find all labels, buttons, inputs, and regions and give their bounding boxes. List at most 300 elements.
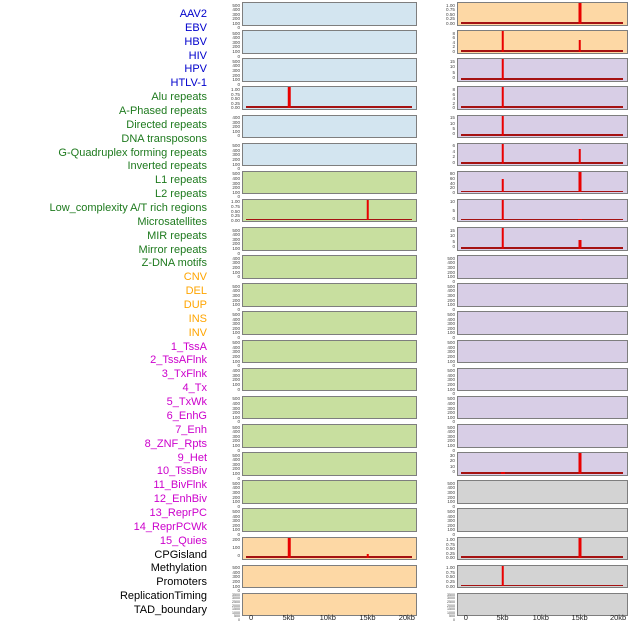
track-panel xyxy=(457,396,628,420)
y-tick-label: 100 xyxy=(447,274,455,280)
y-tick-label: 15 xyxy=(449,115,455,121)
y-tick-label: 3500 xyxy=(447,592,455,597)
signal-baseline xyxy=(246,219,411,221)
y-tick-label: 15 xyxy=(449,58,455,64)
signal-spike xyxy=(578,2,581,24)
y-axis-ticks xyxy=(224,30,242,59)
y-tick-label: 0.75 xyxy=(446,569,455,575)
y-tick-label: 500 xyxy=(447,396,455,402)
track-row xyxy=(439,565,628,589)
signal-baseline xyxy=(461,50,622,52)
y-tick-label: 300 xyxy=(232,433,240,439)
track-label-41: Methylation xyxy=(150,562,207,575)
track-panel xyxy=(457,424,628,448)
y-tick-label: 0 xyxy=(452,159,455,165)
track-panel xyxy=(457,30,628,54)
signal-spike xyxy=(502,565,505,587)
track-label-27: 3_TxFlnk xyxy=(161,368,207,381)
y-tick-label: 100 xyxy=(232,245,240,251)
y-tick-label: 30 xyxy=(449,452,455,458)
y-tick-label: 300 xyxy=(232,39,240,45)
signal-spike xyxy=(502,179,505,193)
y-tick-label: 5 xyxy=(452,207,455,213)
y-tick-label: 2500 xyxy=(232,600,240,605)
y-tick-label: 0 xyxy=(452,469,455,475)
track-row xyxy=(439,30,628,54)
y-tick-label: 500 xyxy=(232,452,240,458)
y-tick-label: 6 xyxy=(452,35,455,41)
signal-baseline xyxy=(461,247,622,249)
y-tick-label: 300 xyxy=(232,461,240,467)
y-tick-label: 0.25 xyxy=(231,100,240,106)
y-tick-label: 1.00 xyxy=(446,537,455,543)
y-tick-label: 200 xyxy=(447,494,455,500)
x-axis-label: 5kb xyxy=(496,612,509,622)
y-axis-ticks xyxy=(439,396,457,425)
track-row xyxy=(439,340,628,369)
y-axis-ticks xyxy=(439,368,457,397)
track-row xyxy=(224,30,417,59)
track-label-10: DNA transposons xyxy=(121,132,207,145)
track-label-20: CNV xyxy=(183,271,207,284)
y-tick-label: 200 xyxy=(447,297,455,303)
y-tick-label: 400 xyxy=(232,288,240,294)
y-tick-label: 0 xyxy=(452,306,455,312)
x-axis xyxy=(242,613,417,625)
track-row xyxy=(224,537,417,561)
track-label-6: HTLV-1 xyxy=(170,77,207,90)
track-row xyxy=(224,565,417,594)
y-tick-label: 100 xyxy=(447,414,455,420)
track-labels xyxy=(0,8,207,618)
y-tick-label: 0 xyxy=(237,531,240,537)
track-panel xyxy=(457,199,628,223)
track-label-18: Mirror repeats xyxy=(138,243,207,256)
y-tick-label: 500 xyxy=(232,396,240,402)
y-tick-label: 500 xyxy=(447,480,455,486)
y-tick-label: 500 xyxy=(447,311,455,317)
track-panel xyxy=(242,227,417,251)
y-tick-label: 1.00 xyxy=(231,86,240,92)
track-panel xyxy=(242,30,417,54)
y-axis-ticks xyxy=(439,340,457,369)
y-tick-label: 0.00 xyxy=(446,555,455,561)
y-tick-label: 300 xyxy=(232,180,240,186)
y-tick-label: 500 xyxy=(232,311,240,317)
y-tick-label: 100 xyxy=(232,442,240,448)
track-row xyxy=(439,255,628,284)
signal-baseline xyxy=(246,556,411,558)
track-label-7: Alu repeats xyxy=(151,91,207,104)
y-tick-label: 2500 xyxy=(447,600,455,605)
y-tick-label: 15 xyxy=(449,227,455,233)
track-label-29: 5_TxWk xyxy=(166,396,207,409)
y-axis-ticks xyxy=(439,537,457,561)
y-tick-label: 100 xyxy=(232,189,240,195)
signal-baseline xyxy=(461,134,622,136)
y-tick-label: 1000 xyxy=(232,610,240,615)
y-tick-label: 0.75 xyxy=(231,91,240,97)
y-tick-label: 500 xyxy=(232,2,240,8)
y-tick-label: 400 xyxy=(232,7,240,13)
y-tick-label: 500 xyxy=(447,255,455,261)
track-panel xyxy=(242,508,417,532)
y-tick-label: 200 xyxy=(232,156,240,162)
y-tick-label: 200 xyxy=(447,438,455,444)
track-row xyxy=(224,368,417,392)
y-tick-label: 200 xyxy=(232,241,240,247)
track-panel xyxy=(242,340,417,364)
y-tick-label: 0.50 xyxy=(446,574,455,580)
y-tick-label: 1.00 xyxy=(231,199,240,205)
y-tick-label: 400 xyxy=(232,35,240,41)
track-panel xyxy=(242,537,417,561)
y-tick-label: 100 xyxy=(447,358,455,364)
y-tick-label: 0 xyxy=(237,503,240,509)
track-label-19: Z-DNA motifs xyxy=(141,257,207,270)
y-tick-label: 500 xyxy=(232,565,240,571)
y-axis-ticks xyxy=(224,143,242,172)
track-row xyxy=(224,396,417,425)
y-tick-label: 0 xyxy=(238,618,240,622)
track-label-3: HBV xyxy=(184,35,207,48)
y-tick-label: 0 xyxy=(452,131,455,137)
y-tick-label: 300 xyxy=(447,264,455,270)
y-tick-label: 500 xyxy=(447,283,455,289)
track-row xyxy=(439,480,628,509)
y-tick-label: 200 xyxy=(232,377,240,383)
signal-spike xyxy=(502,115,505,137)
y-tick-label: 0.50 xyxy=(231,208,240,214)
track-panel xyxy=(457,115,628,139)
track-row xyxy=(224,255,417,279)
signal-spike xyxy=(502,199,505,221)
y-axis-ticks xyxy=(439,58,457,82)
y-axis-ticks xyxy=(439,199,457,223)
y-tick-label: 0 xyxy=(452,49,455,54)
y-tick-label: 100 xyxy=(232,583,240,589)
y-axis-ticks xyxy=(224,199,242,223)
y-tick-label: 200 xyxy=(447,269,455,275)
y-tick-label: 0 xyxy=(237,53,240,59)
signal-spike xyxy=(578,240,581,249)
track-row xyxy=(439,227,628,251)
track-panel xyxy=(242,2,417,26)
track-label-34: 10_TssBiv xyxy=(156,465,207,478)
signal-spike xyxy=(366,199,369,221)
x-axis-label: 15kb xyxy=(359,612,376,622)
track-row xyxy=(439,171,628,195)
y-axis-ticks xyxy=(439,565,457,589)
track-label-17: MIR repeats xyxy=(147,229,207,242)
y-tick-label: 3500 xyxy=(232,592,240,597)
track-row xyxy=(439,311,628,340)
y-axis-ticks xyxy=(439,227,457,251)
y-tick-label: 200 xyxy=(232,124,240,130)
y-axis-ticks xyxy=(439,171,457,195)
y-tick-label: 0 xyxy=(452,75,455,81)
track-row xyxy=(224,283,417,312)
y-tick-label: 400 xyxy=(447,400,455,406)
y-tick-label: 500 xyxy=(447,424,455,430)
y-tick-label: 8 xyxy=(452,30,455,36)
y-tick-label: 0 xyxy=(453,618,455,622)
track-panel xyxy=(242,424,417,448)
track-panel xyxy=(457,143,628,167)
signal-spike xyxy=(288,86,291,108)
track-row xyxy=(224,2,417,31)
y-tick-label: 0 xyxy=(452,447,455,453)
y-tick-label: 0 xyxy=(237,194,240,200)
y-tick-label: 10 xyxy=(449,199,455,205)
y-tick-label: 40 xyxy=(449,180,455,186)
y-tick-label: 300 xyxy=(232,67,240,73)
track-panel xyxy=(242,115,417,139)
y-tick-label: 0 xyxy=(452,419,455,425)
y-tick-label: 300 xyxy=(232,119,240,125)
y-tick-label: 300 xyxy=(232,489,240,495)
signal-baseline xyxy=(461,191,622,193)
y-tick-label: 100 xyxy=(232,499,240,505)
y-tick-label: 200 xyxy=(232,16,240,22)
y-tick-label: 500 xyxy=(232,424,240,430)
y-axis-ticks xyxy=(224,115,242,139)
track-panel xyxy=(457,537,628,561)
track-label-36: 12_EnhBiv xyxy=(153,493,207,506)
y-axis-ticks xyxy=(439,86,457,110)
y-tick-label: 0 xyxy=(452,278,455,284)
y-tick-label: 0.75 xyxy=(231,204,240,210)
signal-spike xyxy=(502,58,505,80)
y-tick-label: 0.00 xyxy=(446,20,455,26)
y-tick-label: 3000 xyxy=(447,596,455,601)
y-tick-label: 300 xyxy=(232,152,240,158)
y-tick-label: 0 xyxy=(237,274,240,280)
track-panel xyxy=(242,452,417,476)
y-tick-label: 0 xyxy=(237,419,240,425)
y-tick-label: 400 xyxy=(447,429,455,435)
track-label-15: Low_complexity A/T rich regions xyxy=(49,202,207,215)
y-axis-ticks xyxy=(224,368,242,392)
y-tick-label: 8 xyxy=(452,86,455,92)
y-axis-ticks xyxy=(224,537,242,561)
signal-spike xyxy=(502,227,505,249)
track-label-13: L1 repeats xyxy=(155,174,207,187)
y-tick-label: 300 xyxy=(232,349,240,355)
y-tick-label: 1500 xyxy=(232,607,240,612)
track-panel xyxy=(242,86,417,110)
y-axis-ticks xyxy=(439,115,457,139)
y-tick-label: 500 xyxy=(449,614,455,619)
y-axis-ticks xyxy=(224,508,242,537)
track-label-14: L2 repeats xyxy=(155,188,207,201)
y-tick-label: 100 xyxy=(232,77,240,83)
y-tick-label: 100 xyxy=(447,330,455,336)
track-row xyxy=(224,508,417,537)
y-tick-label: 400 xyxy=(447,288,455,294)
y-tick-label: 200 xyxy=(232,537,240,543)
track-panel xyxy=(242,171,417,195)
track-row xyxy=(224,480,417,509)
track-label-24: INV xyxy=(188,326,207,339)
track-row xyxy=(224,227,417,256)
y-tick-label: 400 xyxy=(447,344,455,350)
signal-spike xyxy=(502,86,505,108)
y-tick-label: 500 xyxy=(232,480,240,486)
track-label-35: 11_BivFlnk xyxy=(153,479,207,492)
track-row xyxy=(439,2,628,26)
y-tick-label: 20 xyxy=(449,458,455,464)
y-tick-label: 400 xyxy=(232,400,240,406)
y-tick-label: 0.50 xyxy=(446,11,455,17)
y-tick-label: 200 xyxy=(447,353,455,359)
y-tick-label: 0.00 xyxy=(446,583,455,589)
track-row xyxy=(224,58,417,87)
track-panel xyxy=(457,283,628,307)
y-axis-ticks xyxy=(439,283,457,312)
y-tick-label: 100 xyxy=(447,499,455,505)
signal-baseline xyxy=(461,556,622,558)
track-panel xyxy=(457,311,628,335)
y-tick-label: 300 xyxy=(447,433,455,439)
y-tick-label: 0.00 xyxy=(231,217,240,223)
y-tick-label: 100 xyxy=(232,414,240,420)
x-axis xyxy=(457,613,628,625)
y-tick-label: 0 xyxy=(237,334,240,340)
track-row xyxy=(439,115,628,139)
signal-spike xyxy=(501,472,505,474)
y-tick-label: 400 xyxy=(447,485,455,491)
track-panel xyxy=(242,199,417,223)
y-tick-label: 1500 xyxy=(447,607,455,612)
signal-baseline xyxy=(461,472,622,474)
y-tick-label: 100 xyxy=(232,20,240,26)
y-tick-label: 500 xyxy=(447,340,455,346)
y-tick-label: 300 xyxy=(447,405,455,411)
y-tick-label: 300 xyxy=(447,489,455,495)
y-tick-label: 0 xyxy=(237,25,240,31)
track-panel xyxy=(457,86,628,110)
y-tick-label: 0 xyxy=(452,363,455,369)
y-tick-label: 0 xyxy=(237,553,240,559)
y-tick-label: 300 xyxy=(232,11,240,17)
y-tick-label: 100 xyxy=(232,330,240,336)
signal-spike xyxy=(502,143,505,165)
track-panel xyxy=(457,2,628,26)
y-tick-label: 400 xyxy=(232,368,240,374)
y-tick-label: 200 xyxy=(232,185,240,191)
y-tick-label: 5 xyxy=(452,238,455,244)
y-tick-label: 0.75 xyxy=(446,541,455,547)
y-tick-label: 4 xyxy=(452,39,455,45)
y-tick-label: 0 xyxy=(452,215,455,221)
y-tick-label: 4 xyxy=(452,148,455,154)
signal-baseline xyxy=(461,162,622,164)
y-tick-label: 0.25 xyxy=(446,579,455,584)
y-tick-label: 500 xyxy=(232,340,240,346)
y-tick-label: 0 xyxy=(452,391,455,397)
y-tick-label: 0 xyxy=(452,503,455,509)
y-tick-label: 200 xyxy=(232,353,240,359)
y-tick-label: 200 xyxy=(232,494,240,500)
y-tick-label: 0.75 xyxy=(446,7,455,13)
y-tick-label: 100 xyxy=(232,161,240,167)
x-axis-label: 15kb xyxy=(571,612,588,622)
y-tick-label: 100 xyxy=(232,269,240,275)
track-label-21: DEL xyxy=(185,285,207,298)
track-label-32: 8_ZNF_Rpts xyxy=(144,437,207,450)
y-tick-label: 300 xyxy=(232,236,240,242)
y-axis-ticks xyxy=(224,311,242,340)
track-panel xyxy=(457,368,628,392)
signal-baseline xyxy=(246,106,411,108)
signal-baseline xyxy=(461,219,622,221)
y-tick-label: 0.25 xyxy=(446,550,455,556)
track-row xyxy=(224,199,417,223)
track-panel xyxy=(457,565,628,589)
track-panel xyxy=(457,452,628,476)
y-tick-label: 400 xyxy=(232,115,240,121)
y-tick-label: 300 xyxy=(232,321,240,327)
track-row xyxy=(439,537,628,561)
y-tick-label: 0.50 xyxy=(446,546,455,552)
track-row xyxy=(439,452,628,476)
y-tick-label: 100 xyxy=(232,527,240,533)
y-tick-label: 200 xyxy=(447,325,455,331)
track-label-5: HPV xyxy=(184,63,207,76)
track-row xyxy=(224,340,417,369)
y-tick-label: 0.25 xyxy=(446,16,455,22)
y-axis-ticks xyxy=(439,508,457,537)
y-tick-label: 400 xyxy=(232,569,240,575)
y-tick-label: 0.00 xyxy=(231,105,240,111)
y-tick-label: 400 xyxy=(447,513,455,519)
y-tick-label: 1.00 xyxy=(446,565,455,571)
track-label-42: Promoters xyxy=(156,576,207,589)
signal-baseline xyxy=(461,585,622,587)
track-row xyxy=(439,368,628,397)
y-tick-label: 200 xyxy=(447,522,455,528)
y-tick-label: 0.50 xyxy=(231,96,240,102)
y-tick-label: 100 xyxy=(232,545,240,551)
track-label-22: DUP xyxy=(183,299,207,312)
track-row xyxy=(439,283,628,312)
y-tick-label: 0 xyxy=(452,243,455,249)
track-row xyxy=(224,115,417,139)
y-tick-label: 100 xyxy=(447,527,455,533)
signal-spike xyxy=(578,149,581,164)
y-tick-label: 0 xyxy=(237,81,240,87)
track-label-2: EBV xyxy=(184,21,207,34)
y-tick-label: 200 xyxy=(232,522,240,528)
track-label-16: Microsatellites xyxy=(137,215,207,228)
track-row xyxy=(439,58,628,82)
track-label-30: 6_EnhG xyxy=(166,409,207,422)
track-label-25: 1_TssA xyxy=(170,340,207,353)
signal-spike xyxy=(288,537,291,559)
signal-baseline xyxy=(461,106,622,108)
y-axis-ticks xyxy=(224,283,242,312)
track-label-8: A-Phased repeats xyxy=(118,105,207,118)
y-tick-label: 6 xyxy=(452,91,455,97)
y-tick-label: 5 xyxy=(452,69,455,75)
y-axis-ticks xyxy=(439,143,457,167)
y-tick-label: 10 xyxy=(449,233,455,239)
track-panel xyxy=(457,227,628,251)
track-label-33: 9_Het xyxy=(177,451,207,464)
y-axis-ticks xyxy=(439,424,457,453)
track-label-37: 13_ReprPC xyxy=(149,506,207,519)
